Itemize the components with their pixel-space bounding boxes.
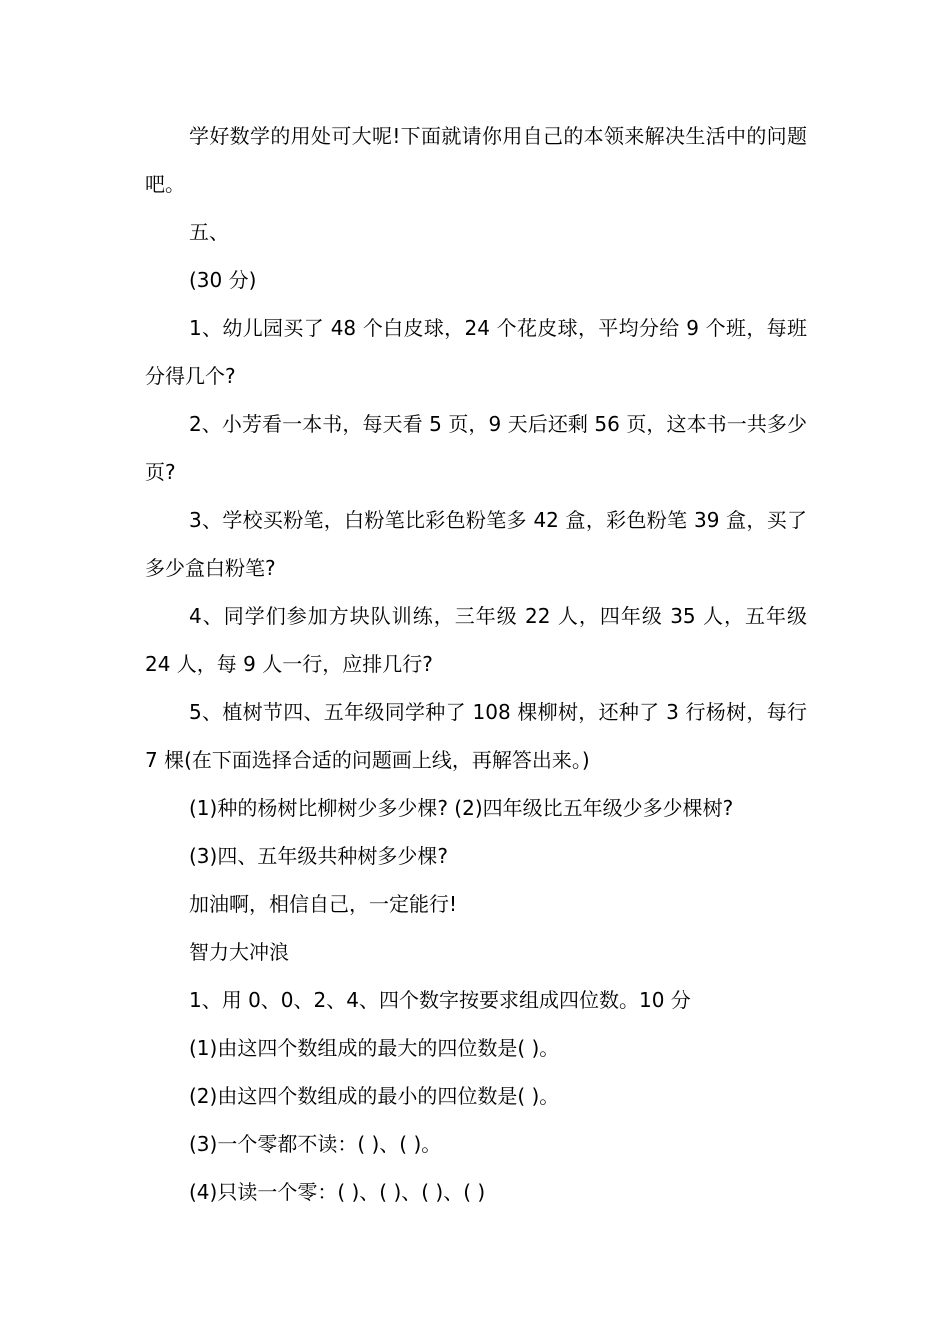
- question-5-option-3: (3)四、五年级共种树多少棵?: [189, 844, 448, 868]
- challenge-question-1: 1、用 0、0、2、4、四个数字按要求组成四位数。10 分: [189, 988, 691, 1012]
- question-3: 3、学校买粉笔，白粉笔比彩色粉笔多 42 盒，彩色粉笔 39 盒，买了多少盒白粉笔?: [145, 508, 807, 580]
- question-2: 2、小芳看一本书，每天看 5 页，9 天后还剩 56 页，这本书一共多少页?: [145, 412, 807, 484]
- section-heading-five: 五、: [189, 220, 229, 244]
- question-1: 1、幼儿园买了 48 个白皮球，24 个花皮球，平均分给 9 个班，每班分得几个?: [145, 316, 807, 388]
- question-5-options-1-2: (1)种的杨树比柳树少多少棵? (2)四年级比五年级少多少棵树?: [189, 796, 734, 820]
- section-heading-challenge: 智力大冲浪: [189, 940, 289, 964]
- challenge-subquestion-1: (1)由这四个数组成的最大的四位数是( )。: [189, 1036, 560, 1060]
- challenge-subquestion-2: (2)由这四个数组成的最小的四位数是( )。: [189, 1084, 560, 1108]
- question-4: 4、同学们参加方块队训练，三年级 22 人，四年级 35 人，五年级 24 人，每 9 人一行，应排几行?: [145, 604, 807, 676]
- challenge-subquestion-3: (3)一个零都不读：( )、( )。: [189, 1132, 442, 1156]
- challenge-subquestion-4: (4)只读一个零：( )、( )、( )、( ): [189, 1180, 486, 1204]
- encouragement-text: 加油啊，相信自己，一定能行!: [189, 892, 458, 916]
- paragraph-intro: 学好数学的用处可大呢!下面就请你用自己的本领来解决生活中的问题吧。: [145, 124, 807, 196]
- document-body: [145, 112, 807, 1216]
- question-5: 5、植树节四、五年级同学种了 108 棵柳树，还种了 3 行杨树，每行 7 棵(在下面选择合适的问题画上线，再解答出来。): [145, 700, 807, 772]
- section-score: (30 分): [189, 268, 257, 292]
